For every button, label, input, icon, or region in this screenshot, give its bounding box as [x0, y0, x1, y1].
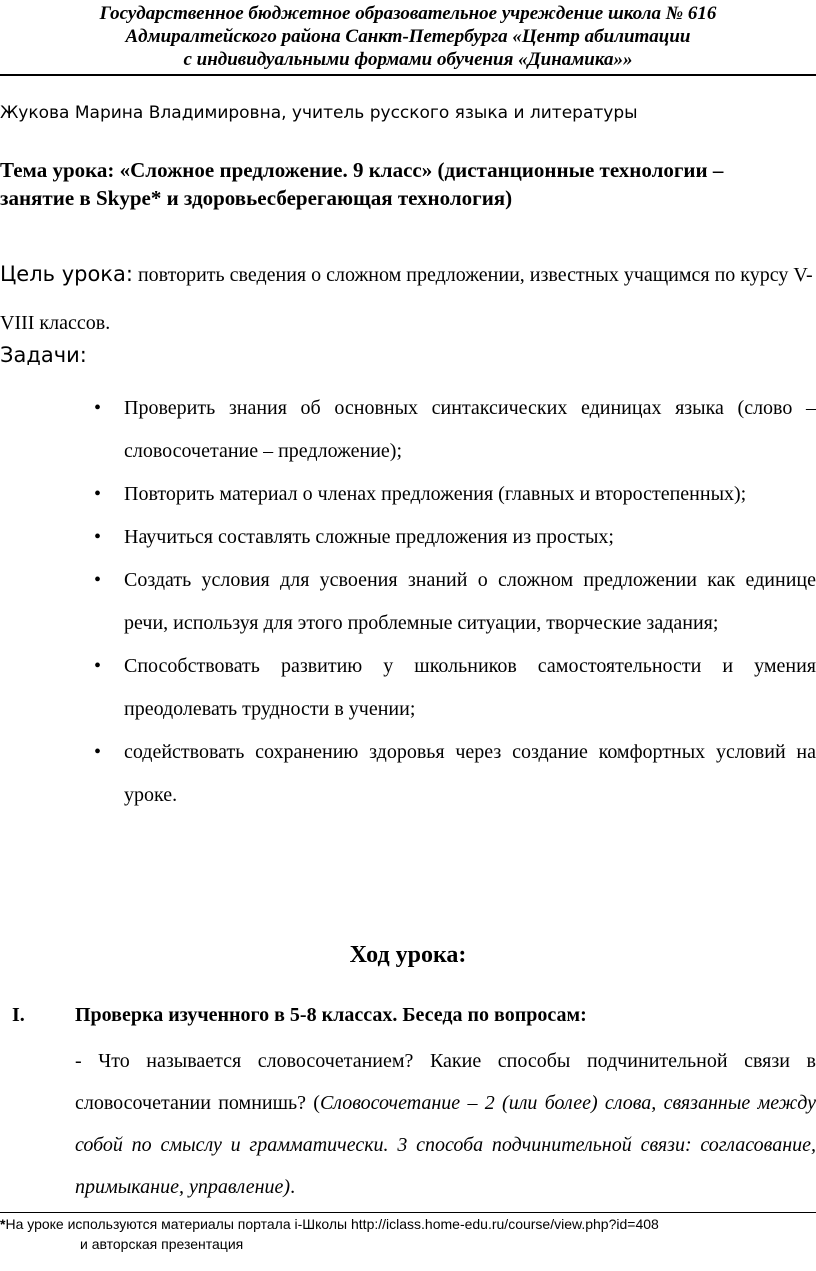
lesson-goal [0, 250, 816, 347]
header-divider [0, 74, 816, 76]
footnote-text: На уроке используются материалы портала i-Школы http://iclass.home-edu.ru/course/view.php?id=408 [5, 1216, 659, 1232]
footnote-divider [0, 1212, 816, 1213]
task-text: содействовать сохранению здоровья через создание комфортных условий на уроке. [124, 741, 816, 806]
footnote-marker: * [0, 1216, 6, 1232]
list-item [0, 645, 816, 731]
footnote-line-1 [0, 1214, 816, 1234]
answer-text: Словосочетание – 2 (или более) слова, связанные между собой по смыслу и грамматически. 3 способа подчинительной связи: согласование, примыкание, управление) [75, 1092, 816, 1198]
footnote [0, 1214, 816, 1254]
list-item [0, 559, 816, 645]
list-item [0, 516, 816, 559]
lesson-progress-heading: Ход урока: [349, 942, 467, 968]
tasks-heading: Задачи: [0, 343, 87, 367]
list-item [0, 387, 816, 473]
header-line-3: с индивидуальными формами обучения «Динамика»» [183, 49, 633, 70]
task-text: Создать условия для усвоения знаний о сложном предложении как единице речи, используя для этого проблемные ситуации, творческие задания; [124, 569, 816, 634]
question-text: - Что называется словосочетанием? Какие способы подчинительной связи в словосочетании помнишь? ( [75, 1050, 816, 1114]
bullet-icon: • [94, 397, 102, 419]
tasks-list [0, 387, 816, 817]
section-title: Проверка изученного в 5-8 классах. Беседа по вопросам: [75, 1004, 587, 1026]
header-line-2: Адмиралтейского района Санкт-Петербурга «Центр абилитации [125, 26, 691, 47]
list-item [0, 473, 816, 516]
task-text: Способствовать развитию у школьников самостоятельности и умения преодолевать трудности в учении; [124, 655, 816, 720]
goal-text: повторить сведения о сложном предложении, известных учащимся по курсу V-VIII классов. [0, 264, 813, 334]
bullet-icon: • [94, 483, 102, 505]
lesson-topic: Тема урока: «Сложное предложение. 9 класс» (дистанционные технологии – занятие в Skype* и здоровьесберегающая технология) [0, 158, 724, 210]
paragraph-end: . [290, 1176, 296, 1198]
school-header [0, 2, 816, 71]
header-line-1: Государственное бюджетное образовательное учреждение школа № 616 [99, 3, 717, 24]
bullet-icon: • [94, 655, 102, 677]
task-text: Повторить материал о членах предложения (главных и второстепенных); [124, 483, 747, 505]
task-text: Научиться составлять сложные предложения из простых; [124, 526, 614, 548]
goal-label: Цель урока: [0, 262, 133, 286]
question-paragraph [75, 1040, 816, 1208]
footnote-line-2: и авторская презентация [80, 1236, 244, 1252]
section-number: I. [12, 1004, 25, 1026]
list-item [0, 731, 816, 817]
bullet-icon: • [94, 526, 102, 548]
author-line: Жукова Марина Владимировна, учитель русского языка и литературы [0, 103, 638, 123]
bullet-icon: • [94, 569, 102, 591]
bullet-icon: • [94, 741, 102, 763]
task-text: Проверить знания об основных синтаксических единицах языка (слово – словосочетание – предложение); [124, 397, 816, 462]
